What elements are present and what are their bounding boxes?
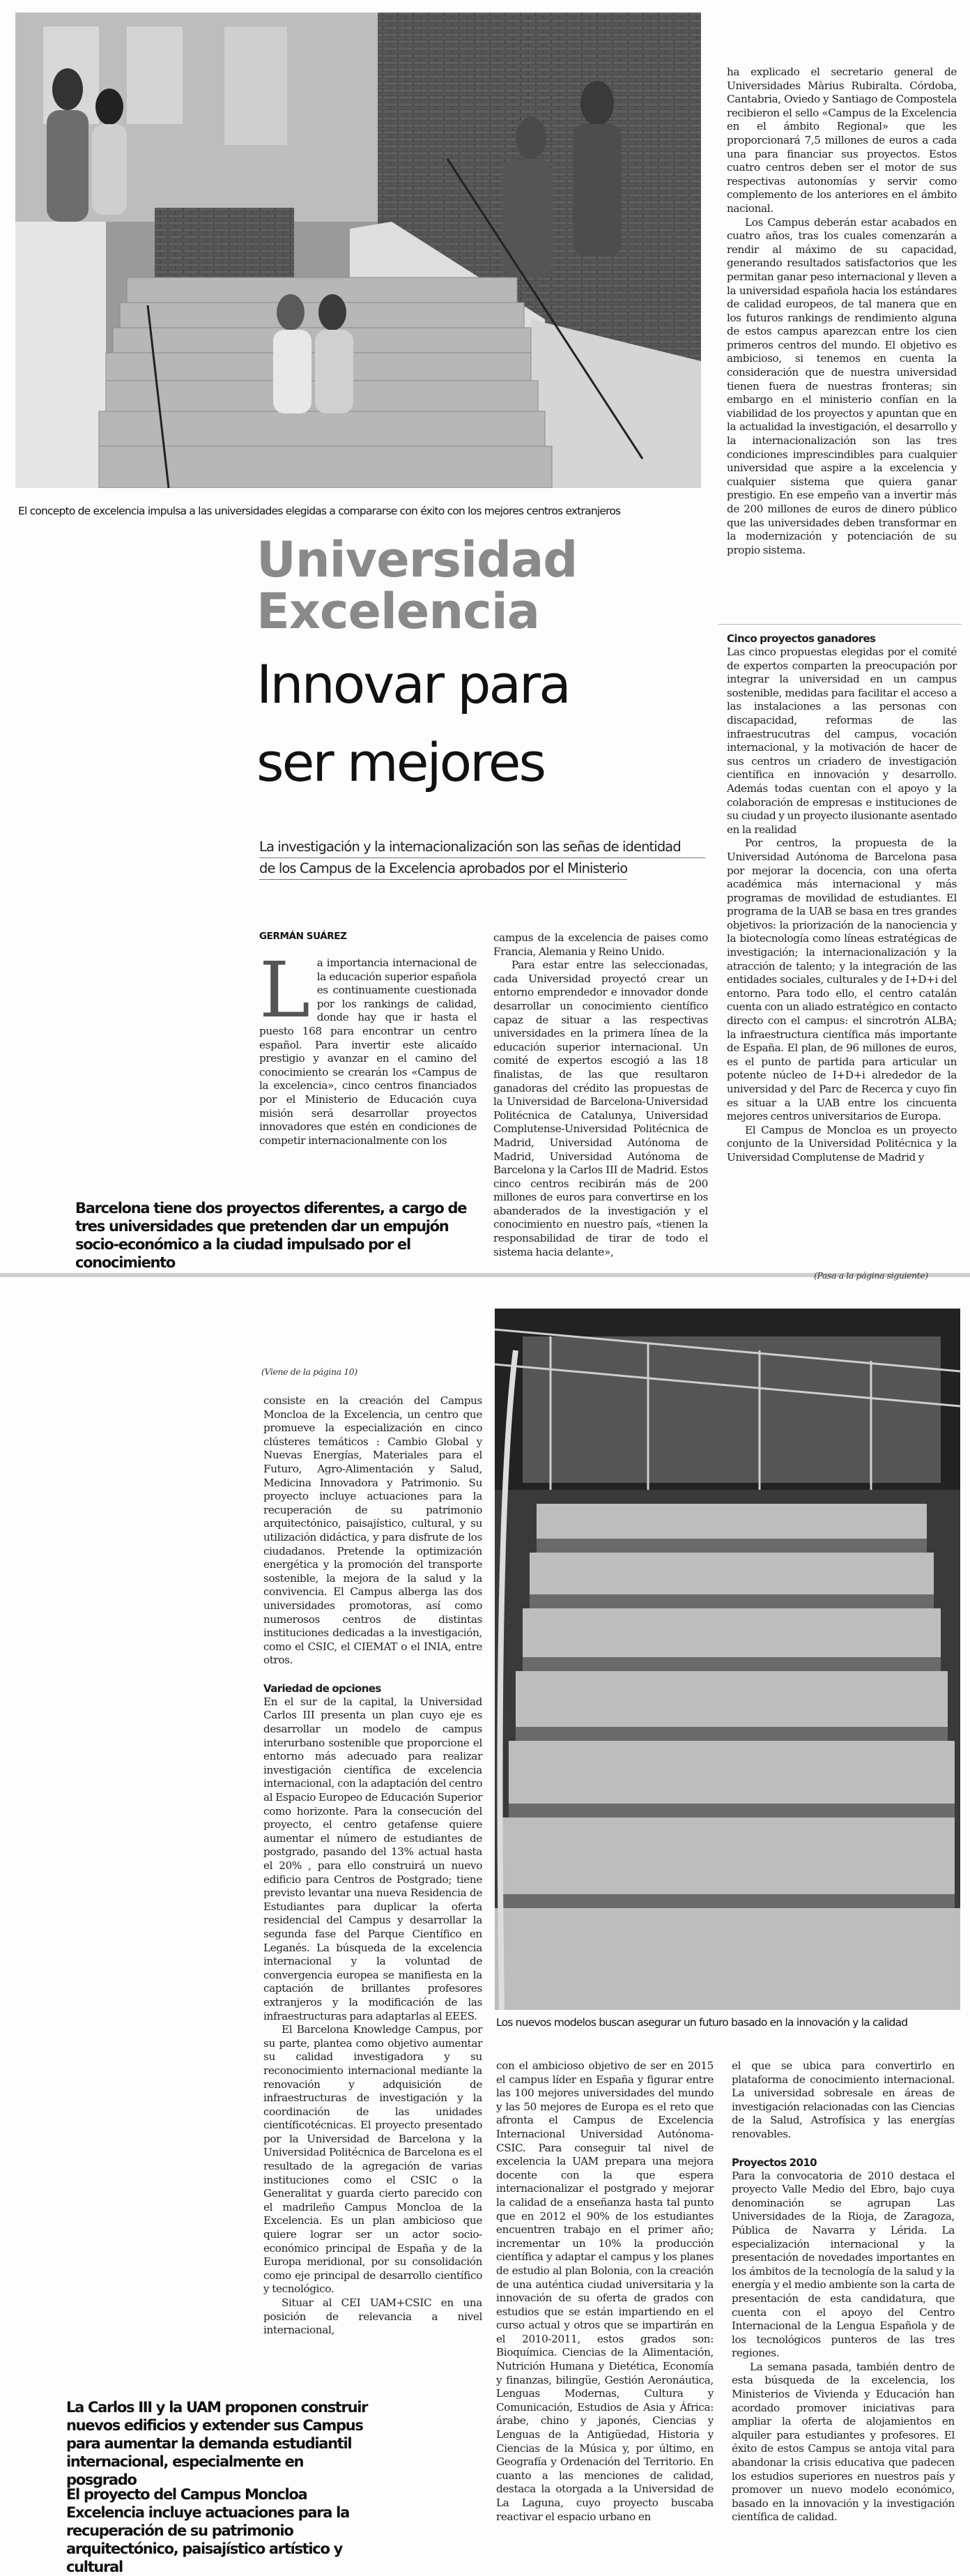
dek-line-1: La investigación y la internacionalización son las señas de identidad	[259, 837, 705, 858]
students-stairs-illustration	[15, 13, 701, 488]
continued-to: (Pasa a la página siguiente)	[814, 1270, 928, 1281]
paragraph: El Barcelona Knowledge Campus, por su parte, plantea como objetivo aumentar su calidad investigadora y su reconocimiento internacional mediante la renovación y adquisición de infraestructuras de investigación y la coordinación de las unidades científicotécnicas. El proyecto presentado por la Universidad de Barcelona y la Universidad Politécnica de Barcelona es el resultado de la agregación de varias instituciones como el CSIC o la Generalitat y guarda cierto parecido con el madrileño Campus Moncloa de la Excelencia. Es un plan ambicioso que quiere lograr ser un actor socio-económico principal de España y de la Europa meridional, por su consolidación como eje principal de desarrollo científico y tecnológico.	[263, 2023, 482, 2296]
pullquote-carlos-uam: La Carlos III y la UAM proponen construir nuevos edificios y extender sus Campus para aumentar la demanda estudiantil internacional, especialmente en posgrado	[66, 2399, 368, 2488]
article-top-col-3-upper	[727, 66, 957, 557]
article-bottom-col-3	[732, 2059, 955, 2524]
photo-students-on-stairs	[15, 13, 701, 488]
article-bottom-col-2	[496, 2059, 714, 2524]
dek	[259, 837, 705, 880]
headline-line-1: Innovar para	[256, 653, 569, 715]
headline-line-2: ser mejores	[256, 731, 545, 793]
paragraph: En el sur de la capital, la Universidad Carlos III presenta un plan cuyo eje es desarrollar un modelo de campus interurbano sostenible que proporcione el entorno más adecuado para realizar investigación científica de excelencia internacional, con la adaptación del centro al Espacio Europeo de Educación Superior como horizonte. Para la consecución del proyecto, el centro getafense quiere aumentar el número de estudiantes de postgrado, pasando del 13% actual hasta el 20% , para ello construirá un nuevo edificio para Centros de Postgrado; tiene previsto levantar una nueva Residencia de Estudiantes para duplicar la oferta residencial del Campus y desarrollar la segunda fase del Parque Científico en Leganés. La búsqueda de la excelencia internacional y la voluntad de convergencia europea se manifiesta en la captación de brillantes profesores extranjeros y la modificación de las infraestructuras para adaptarlas al EEES.	[263, 1695, 482, 2022]
kicker-line-1: Universidad	[256, 531, 578, 588]
pullquote-moncloa: El proyecto del Campus Moncloa Excelencia incluye actuaciones para la recuperación de su patrimonio arquitectónico, paisajístico artístico y cultural	[66, 2486, 349, 2575]
subhead-proyectos-2010: Proyectos 2010	[732, 2156, 817, 2169]
paragraph: Por centros, la propuesta de la Universidad Autónoma de Barcelona pasa por mejorar la docencia, con una oferta académica más internacional y más programas de movilidad de estudiantes. El programa de la UAB se basa en tres grandes objetivos: la priorización de la nanociencia y la biotecnología como líneas estratégicas de investigación; la internacionalización y la atracción de talento; y la integración de las entidades sociales, culturales y de I+D+i del entorno. Para todo ello, el centro catalán cuenta con un aliado estratégico en contacto directo con el campus: el sincrotrón ALBA; la infraestructura científica más importante de España. El plan, de 96 millones de euros, es el punto de partida para articular un potente núcleo de I+D+i alrededor de la universidad y del Parc de Recerca y cuyo fin es situar a la UAB entre los cincuenta mejores centros universitarios de Europa.	[727, 837, 957, 1123]
paragraph: Los Campus deberán estar acabados en cuatro años, tras los cuales comenzarán a rendir al máximo de su capacidad, generando resultados satisfactorios que les permitan ganar peso internacional y lleven a la universidad española hacia los estándares de calidad europeos, de tal manera que en los futuros rankings de rendimiento alguna de estos campus aparezcan entre los cien primeros centros del mundo. El objetivo es ambicioso, si tenemos en cuenta la consideración que de nuestra universidad tienen fuera de nuestras fronteras; sin embargo en el ministerio confían en la viabilidad de los proyectos y apuntan que en la actualidad la investigación, el desarrollo y la internacionalización son las tres condiciones imprescindibles para cualquier universidad que aspire a la excelencia y cualquier sistema que quiera ganar prestigio. En ese empeño van a invertir más de 200 millones de euros de dinero público que las universidades deben transformar en la modernización y potenciación de su propio sistema.	[727, 215, 957, 556]
dek-line-2: de los Campus de la Excelencia aprobados por el Ministerio	[259, 858, 627, 880]
drop-cap: L	[259, 945, 310, 1035]
subhead-variedad-de-opciones: Variedad de opciones	[263, 1682, 381, 1695]
pullquote-top: Barcelona tiene dos proyectos diferentes, a cargo de tres universidades que pretenden dar un empujón socio-económico a la ciudad impulsado por el conocimiento	[75, 1200, 467, 1271]
article-bottom-col-1	[263, 1394, 482, 2338]
article-top-col-1	[259, 945, 477, 1148]
byline: GERMÁN SUÁREZ	[259, 931, 347, 942]
paragraph: campus de la excelencia de paises como Francia, Alemania y Reino Unido.	[493, 931, 708, 958]
kicker-line-2: Excelencia	[256, 583, 539, 640]
paragraph: consiste en la creación del Campus Moncloa de la Excelencia, un centro que promueve la especialización en cinco clústeres temáticos : Cambio Global y Nuevas Energías, Materiales para el Futuro, Agro-Alimentación y Salud, Medicina Innovadora y Patrimonio. Su proyecto incluye actuaciones para la recuperación de su patrimonio arquitectónico, paisajístico, cultural, y su utilización didáctica, y para disfrute de los ciudadanos. Pretende la optimización energética y la promoción del transporte sostenible, la mejora de la salud y la convivencia. El Campus alberga las dos universidades promotoras, así como numerosos centros de distintas instituciones dedicadas a la investigación, como el CSIC, el CIEMAT o el INIA, entre otros.	[263, 1394, 482, 1667]
article-top-col-2	[493, 931, 708, 1259]
kicker	[256, 531, 578, 640]
photo-caption-bottom: Los nuevos modelos buscan asegurar un futuro basado en la innovación y la calidad	[496, 2016, 908, 2029]
photo-campus-stairs	[495, 1309, 960, 2010]
headline	[256, 646, 569, 802]
paragraph: a importancia internacional de la educación superior española es continuamente cuestionada por los rankings de calidad, donde hay que ir hasta el puesto 168 para encontrar un centro español. Para invertir este alicaído prestigio y avanzar en el camino del conocimiento se crearán los «Campus de la excelencia», cinco centros financiados por el Ministerio de Educación cuya misión será desarrollar proyectos innovadores que estén en condiciones de competir internacionalmente con los	[259, 957, 477, 1147]
paragraph: Situar al CEI UAM+CSIC en una posición de relevancia a nivel internacional,	[263, 2296, 482, 2337]
paragraph: el que se ubica para convertirlo en plataforma de conocimiento internacional. La universidad sobresale en áreas de investigación relacionadas con las Ciencias de la Salud, Astrofísica y las energías renovables.	[732, 2059, 955, 2140]
paragraph: Para la convocatoria de 2010 destaca el proyecto Valle Medio del Ebro, bajo cuya denominación se agrupan Las Universidades de la Rioja, de Zaragoza, Pública de Navarra y Lérida. La especialización internacional y la presentación de novedades importantes en los ámbitos de la tecnología de la salud y la energía y el medio ambiente son la carta de presentación de esta candidatura, que cuenta con el apoyo del Centro Internacional de la Lengua Española y de los tecnológicos punteros de las tres regiones.	[732, 2169, 955, 2360]
article-top-col-3-lower	[727, 632, 957, 1165]
paragraph: El Campus de Moncloa es un proyecto conjunto de la Universidad Politécnica y la Universidad Complutense de Madrid y	[727, 1123, 957, 1164]
paragraph: Para estar entre las seleccionadas, cada Universidad proyectó crear un entorno emprendedor e innovador donde desarrollar un conocimiento científico capaz de situar a las respectivas universidades en la primera línea de la educación superior internacional. Un comité de expertos escogió a las 18 finalistas, de las que resultaron ganadoras del crédito las propuestas de la Universidad de Barcelona-Universidad Politécnica de Catalunya, Universidad Complutense-Universidad Politécnica de Madrid, Universidad Autónoma de Madrid, Universidad Autónoma de Barcelona y la Carlos III de Madrid. Estos cinco centros recibirán más de 200 millones de euros para convertirse en los abanderados de la investigación y el conocimiento en nuestro país, «tienen la responsabilidad de tirar de todo el sistema hacia delante»,	[493, 959, 708, 1258]
paragraph: ha explicado el secretario general de Universidades Màrius Rubiralta. Córdoba, Cantabria, Oviedo y Santiago de Compostela recibieron el sello «Campus de la Excelencia en el ámbito Regional» que les proporcionará 7,5 millones de euros a cada una para financiar sus proyectos. Estos cuatro centros deben ser el motor de sus respectivas autonomías y servir como complemento de los anteriores en el ámbito nacional.	[727, 66, 957, 215]
paragraph: La semana pasada, también dentro de esta búsqueda de la excelencia, los Ministerios de Vivienda y Educación han acordado promover iniciativas para ampliar la oferta de alojamientos en alquiler para estudiantes y profesores. El éxito de estos Campus se antoja vital para abandonar la crisis educativa que padecen los estudios superiores en nuestros país y promover un nuevo modelo económico, basado en la innovación y la investigación científica de calidad.	[732, 2360, 955, 2524]
continued-from: (Viene de la página 10)	[261, 1366, 357, 1377]
column-divider	[718, 624, 962, 625]
subhead-cinco-proyectos: Cinco proyectos ganadores	[727, 632, 876, 645]
photo-caption-top: El concepto de excelencia impulsa a las universidades elegidas a compararse con éxito con los mejores centros extranjeros	[18, 505, 621, 517]
paragraph: Las cinco propuestas elegidas por el comité de expertos comparten la preocupación por integrar la universidad en un campus sostenible, medidas para facilitar el acceso a las instalaciones a las personas con discapacidad, reformas de las infraestrucutras del campus, vocación internacional, y la motivación de hacer de sus centros un criadero de investigación científica en innovación y desarrollo. Además todas cuentan con el apoyo y la colaboración de empresas e instituciones de su ciudad y un proyecto ilusionante asentado en la realidad	[727, 646, 957, 836]
paragraph: con el ambicioso objetivo de ser en 2015 el campus líder en España y figurar entre las 100 mejores universidades del mundo y las 50 mejores de Europa es el reto que afronta el Campus de Excelencia Internacional Universidad Autónoma-CSIC. Para conseguir tal nivel de excelencia la UAM prepara una mejora docente con la que espera internacionalizar el postgrado y mejorar la calidad de a enseñanza hasta tal punto que en 2012 el 90% de los estudiantes encuentren trabajo en el primer año; incrementar un 10% la producción científica y adaptar el campus y los planes de estudio al plan Bolonia, con la creación de una auténtica ciudad universitaria y la innovación de su oferta de grados con estudios que se están impartiendo en el curso actual y otros que se impartirán en el 2010-2011, estos grados son: Bioquímica. Ciencias de la Alimentación, Nutrición Humana y Dietética, Economía y finanzas, bilingüe, Gestión Aeronáutica, Lenguas Modernas, Cultura y Comunicación, Estudios de Asia y África: árabe, chino y japonés, Ciencias y Lenguas de la Antigüedad, Historia y Ciencias de la Música y, por último, en Geografía y Ordenación del Territorio. En cuanto a las menciones de calidad, destaca la otorgada a la Universidad de La Laguna, cuyo proyecto buscaba reactivar el espacio urbano en	[496, 2059, 714, 2523]
campus-stairs-illustration	[495, 1309, 960, 2010]
